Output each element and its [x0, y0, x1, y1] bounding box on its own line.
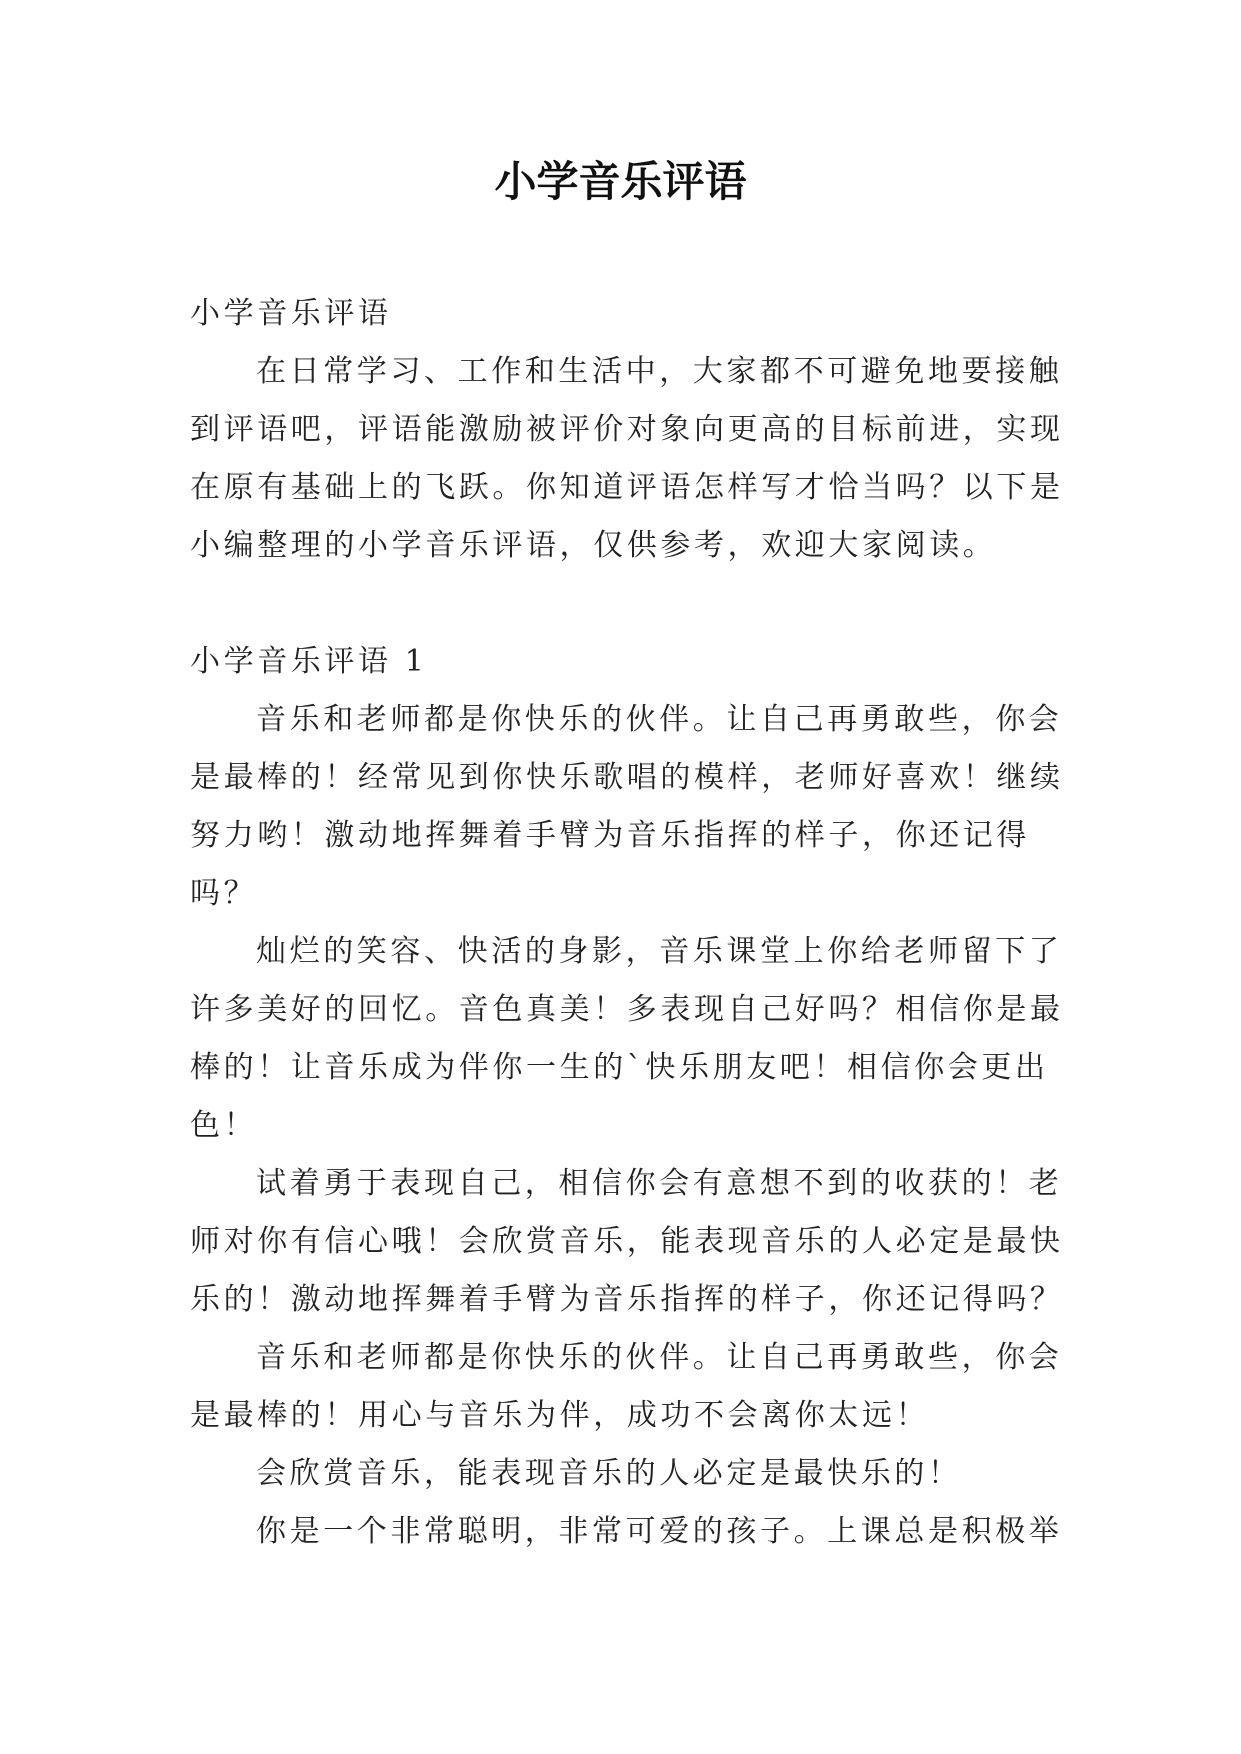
paragraph-line: 会欣赏音乐，能表现音乐的人必定是最快乐的！	[256, 1456, 962, 1491]
paragraph-line: 音乐和老师都是你快乐的伙伴。让自己再勇敢些，你会	[256, 702, 1063, 737]
paragraph-line: 小编整理的小学音乐评语，仅供参考，欢迎大家阅读。	[190, 528, 997, 563]
paragraph-line: 在日常学习、工作和生活中，大家都不可避免地要接触	[256, 354, 1063, 389]
paragraph-line: 是最棒的！经常见到你快乐歌唱的模样，老师好喜欢！继续	[190, 760, 1064, 795]
section-heading-1: 小学音乐评语 1	[190, 644, 428, 679]
paragraph-line: 努力哟！激动地挥舞着手臂为音乐指挥的样子，你还记得	[190, 818, 1030, 853]
paragraph-line: 许多美好的回忆。音色真美！多表现自己好吗？相信你是最	[190, 992, 1064, 1027]
paragraph-line: 试着勇于表现自己，相信你会有意想不到的收获的！老	[256, 1166, 1063, 1201]
paragraph-line: 灿烂的笑容、快活的身影，音乐课堂上你给老师留下了	[256, 934, 1063, 969]
document-body	[190, 285, 1070, 1561]
paragraph-line: 吗？	[190, 876, 258, 911]
paragraph-line: 乐的！激动地挥舞着手臂为音乐指挥的样子，你还记得吗？	[190, 1282, 1064, 1317]
section-heading-intro: 小学音乐评语	[190, 296, 392, 331]
paragraph-line: 色！	[190, 1108, 258, 1143]
paragraph-line: 在原有基础上的飞跃。你知道评语怎样写才恰当吗？以下是	[190, 470, 1064, 505]
paragraph-line: 师对你有信心哦！会欣赏音乐，能表现音乐的人必定是最快	[190, 1224, 1064, 1259]
paragraph-line: 棒的！让音乐成为伴你一生的`快乐朋友吧！相信你会更出	[190, 1050, 1049, 1085]
paragraph-line: 你是一个非常聪明，非常可爱的孩子。上课总是积极举	[256, 1514, 1063, 1549]
paragraph-line: 音乐和老师都是你快乐的伙伴。让自己再勇敢些，你会	[256, 1340, 1063, 1375]
paragraph-gap	[190, 575, 1070, 633]
paragraph-line: 到评语吧，评语能激励被评价对象向更高的目标前进，实现	[190, 412, 1064, 447]
document-title: 小学音乐评语	[494, 157, 747, 206]
paragraph-line: 是最棒的！用心与音乐为伴，成功不会离你太远！	[190, 1398, 930, 1433]
